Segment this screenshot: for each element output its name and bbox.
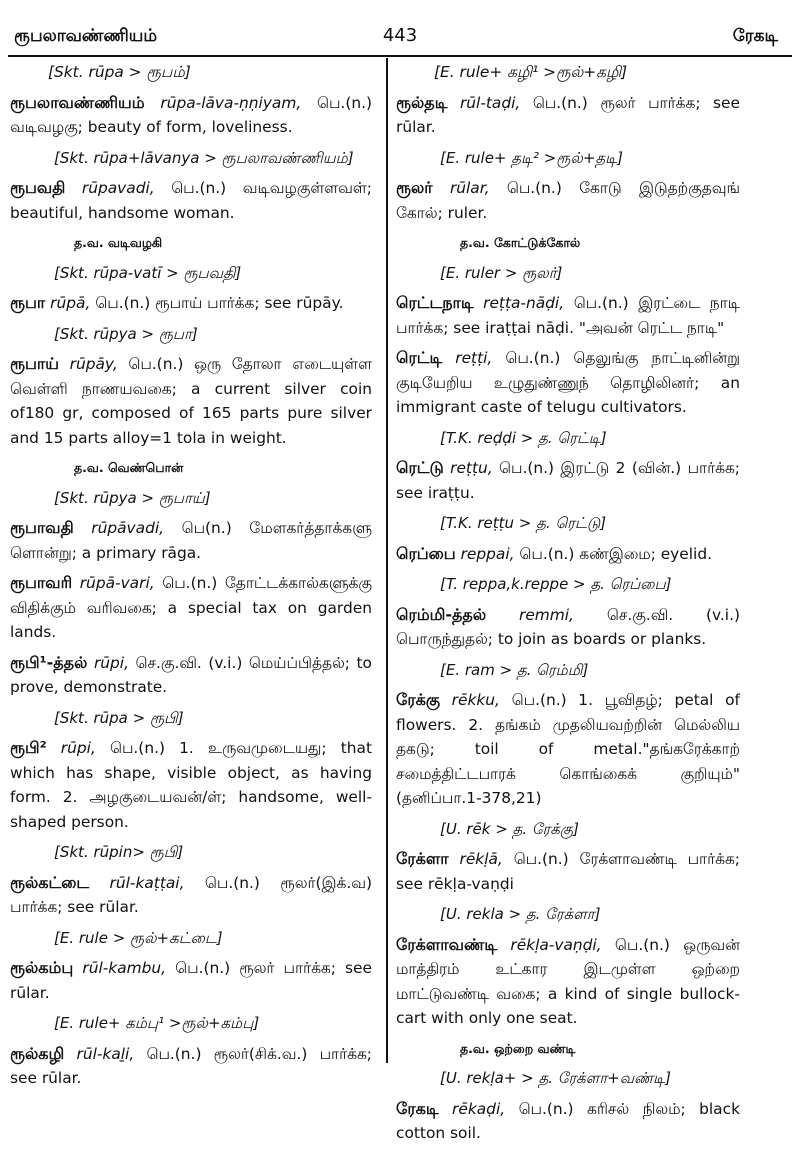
- etymology: [Skt. rūpin> ரூபி]: [54, 843, 184, 861]
- transliteration: rūpāvadi,: [91, 519, 165, 537]
- definition-text: பெ.(n.) ரூலர்(இக்.வ) பார்க்க; see rūlar.: [10, 873, 372, 916]
- entry-definition: [10, 956, 372, 1005]
- headword: ரேக்கு: [396, 690, 440, 709]
- etymology: [U. rekḷa+ > த. ரேக்ளா+வண்டி]: [440, 1069, 671, 1087]
- transliteration: rēkaḍi,: [452, 1099, 506, 1118]
- transliteration: rūl-taḍi,: [459, 93, 521, 112]
- headword: ரூல்கட்டை: [10, 872, 90, 892]
- dictionary-entry: [10, 736, 372, 865]
- headword: ரூபாவரி: [10, 573, 73, 592]
- definition-text: பெ.(n.) கண்இமை; eyelid.: [519, 544, 712, 563]
- entry-definition: [396, 603, 740, 652]
- dictionary-entry: [10, 651, 372, 731]
- definition-text: பெ.(n.) ஒருவன் மாத்திரம் உட்கார இடமுள்ள ஒற்றை மாட்டுவண்டி வகை; a kind of single bullock-cart with only one seat.: [396, 935, 740, 1027]
- transliteration: rūpā-vari,: [79, 574, 155, 592]
- entry-definition: [10, 516, 372, 565]
- transliteration: reppai,: [460, 544, 515, 563]
- etymology: [E. ruler > ரூலர்]: [440, 263, 563, 282]
- dictionary-entry: [396, 291, 740, 340]
- continued-etymology: [Skt. rūpa > ரூபம்]: [48, 63, 191, 81]
- definition-text: பெ.(n.) தெலுங்கு நாட்டினின்று குடியேறிய உழுதுண்ணுந் தொழிலினர்; an immigrant caste of telugu cultivators.: [396, 349, 740, 416]
- definition-text: பெ.(n.) இரட்டை நாடி பார்க்க; see iraṭṭai nāḍi. "அவன் ரெட்ட நாடி": [396, 294, 740, 337]
- etymology: [T.K. reḍḍi > த. ரெட்டி]: [440, 428, 607, 447]
- headword: ரூபலாவண்ணியம்: [10, 92, 145, 112]
- definition-text: பெ.(n.) கோடு இடுதற்குதவுங் கோல்; ruler.: [396, 179, 740, 222]
- headword: ரூல்தடி: [396, 92, 448, 112]
- entry-definition: [10, 176, 372, 225]
- entry-definition: [396, 291, 740, 340]
- headword: ரூபவதி: [10, 178, 66, 197]
- transliteration: remmi,: [519, 605, 574, 624]
- headword: ரெப்பை: [396, 543, 456, 563]
- definition-text: பெ.(n.) 1. பூவிதழ்; petal of flowers. 2. தங்கம் முதலியவற்றின் மெல்லிய தகடு; toil of metal."தங்கரேக்காற் சமைத்திட்டபாரக் கொங்கைக் குறியும்" (தனிப்பா.1-378,21): [396, 691, 740, 807]
- page-number: 443: [382, 25, 418, 46]
- definition-text: பெ.(n.) வடிவழகு; beauty of form, loveliness.: [10, 93, 372, 136]
- transliteration: rēkku,: [451, 691, 500, 709]
- entry-definition: [396, 933, 740, 1031]
- etymology: [E. rule+ கம்பு¹ >ரூல்+கம்பு]: [54, 1014, 260, 1032]
- dictionary-entry: [10, 91, 372, 171]
- definition-text: பெ.(n.) வடிவழகுள்ளவள்; beautiful, handsome woman.: [10, 179, 372, 222]
- entry-definition: [396, 346, 740, 420]
- definition-text: பெ.(n.) ரேக்ளாவண்டி பார்க்க; see rēkḷa-vaṇḍi: [396, 850, 740, 893]
- dictionary-entry: [396, 1097, 740, 1146]
- entry-definition: [10, 871, 372, 920]
- etymology: [U. rēk > த. ரேக்கு]: [440, 819, 579, 838]
- dictionary-entry: [10, 176, 372, 285]
- headword: ரெம்மி-த்தல்: [396, 604, 487, 624]
- dictionary-entry: [10, 516, 372, 565]
- definition-text: பெ.(n.) ரூலர் பார்க்க; see rūlar.: [396, 93, 740, 136]
- dictionary-entry: [396, 91, 740, 171]
- etymology: [U. rekla > த. ரேக்ளா]: [440, 905, 601, 923]
- transliteration: rūpi,: [93, 653, 129, 672]
- entry-definition: [10, 571, 372, 645]
- etymology: [T. reppa,k.reppe > த. ரெப்பை]: [440, 575, 672, 593]
- transliteration: rūlar,: [449, 179, 490, 197]
- entry-definition: [396, 688, 740, 811]
- running-head-first-word: ரூபலாவண்ணியம்: [14, 26, 158, 46]
- headword: ரெட்டு: [396, 458, 444, 477]
- transliteration: rēkḷā,: [459, 850, 503, 868]
- transliteration: reṭṭi,: [455, 349, 493, 367]
- entry-definition: [10, 91, 372, 140]
- definition-text: பெ.(n.) ரூலர்(சிக்.வ.) பார்க்க; see rūlar.: [10, 1044, 372, 1087]
- etymology: [Skt. rūpya > ரூபா]: [54, 324, 198, 343]
- etymology: [Skt. rūpa > ரூபி]: [54, 708, 184, 727]
- dictionary-entry: [10, 1042, 372, 1091]
- entry-definition: [396, 1097, 740, 1146]
- definition-text: பெ.(n.) தோட்டக்கால்களுக்கு விதிக்கும் வரிவகை; a special tax on garden lands.: [10, 574, 372, 641]
- definition-text: செ.கு.வி. (v.i.) பொருந்துதல்; to join as boards or planks.: [396, 605, 740, 648]
- tamil-equivalent: த.வ. ஒற்றை வண்டி: [460, 1040, 576, 1056]
- dictionary-entry: [396, 346, 740, 450]
- headword: ரூலர்: [396, 178, 433, 197]
- definition-text: பெ.(n.) ரூலர் பார்க்க; see rūlar.: [10, 959, 372, 1002]
- headword: ரூபி²: [10, 738, 47, 757]
- dictionary-entry: [396, 688, 740, 841]
- entry-definition: [10, 291, 372, 316]
- entry-definition: [10, 736, 372, 834]
- dictionary-entry: [10, 291, 372, 346]
- entry-definition: [10, 352, 372, 450]
- headword: ரூல்கழி: [10, 1043, 65, 1063]
- right-column: [396, 60, 740, 1152]
- dictionary-entry: [396, 176, 740, 285]
- headword: ரூபா: [10, 293, 46, 312]
- headword: ரேக்ளாவண்டி: [396, 934, 498, 954]
- definition-text: பெ.(n.) கரிசல் நிலம்; black cotton soil.: [396, 1099, 740, 1142]
- etymology: [T.K. reṭṭu > த. ரெட்டு]: [440, 514, 607, 532]
- left-column: [10, 60, 372, 1097]
- entry-definition: [396, 847, 740, 896]
- headword: ரூபாய்: [10, 354, 59, 373]
- dictionary-entry: [10, 956, 372, 1036]
- left-entry-list: [10, 91, 372, 1091]
- dictionary-entry: [396, 603, 740, 683]
- right-entry-list: [396, 91, 740, 1146]
- definition-text: செ.கு.வி. (v.i.) மெய்ப்பித்தல்; to prove, demonstrate.: [10, 653, 372, 696]
- dictionary-entry: [396, 542, 740, 597]
- definition-text: பெ(n.) மேளகர்த்தாக்களு ளொன்று; a primary rāga.: [10, 519, 372, 562]
- continued-etymology: [E. rule+ கழி¹ >ரூல்+கழி]: [434, 63, 628, 81]
- entry-definition: [10, 1042, 372, 1091]
- entry-definition: [396, 542, 740, 567]
- transliteration: rūpā,: [50, 294, 91, 312]
- etymology: [Skt. rūpa-vatī > ரூபவதி]: [54, 263, 242, 282]
- headword: ரேக்ளா: [396, 849, 449, 868]
- dictionary-entry: [396, 847, 740, 927]
- tamil-equivalent: த.வ. வடிவழகி: [74, 235, 163, 250]
- transliteration: rūl-kaḻi,: [76, 1044, 135, 1063]
- transliteration: rūpāy,: [69, 355, 118, 373]
- etymology: [E. rule > ரூல்+கட்டை]: [54, 928, 223, 947]
- etymology: [Skt. rūpya > ரூபாய்]: [54, 488, 211, 507]
- definition-text: பெ.(n.) 1. உருவமுடையது; that which has shape, visible object, as having form. 2. அழகுடையவன்/ள்; handsome, well-shaped person.: [10, 739, 372, 831]
- transliteration: reṭṭa-nāḍi,: [483, 294, 565, 312]
- headword: ரூல்கம்பு: [10, 958, 74, 977]
- etymology: [E. ram > த. ரெம்மி]: [440, 660, 589, 679]
- entry-definition: [396, 456, 740, 505]
- etymology: [E. rule+ தடி² >ரூல்+தடி]: [440, 148, 623, 167]
- transliteration: reṭṭu,: [450, 459, 493, 477]
- entry-definition: [396, 91, 740, 140]
- header-rule: [8, 55, 792, 57]
- transliteration: rūpavadi,: [81, 179, 155, 197]
- entry-definition: [396, 176, 740, 225]
- running-head-last-word: ரேகடி: [732, 26, 778, 46]
- headword: ரூபாவதி: [10, 518, 74, 537]
- dictionary-entry: [10, 352, 372, 510]
- headword: ரெட்டநாடி: [396, 293, 474, 312]
- definition-text: பெ.(n.) இரட்டு 2 (வின்.) பார்க்க; see iraṭṭu.: [396, 459, 740, 502]
- dictionary-entry: [396, 933, 740, 1091]
- headword: ரேகடி: [396, 1098, 439, 1118]
- tamil-equivalent: த.வ. கோட்டுக்கோல்: [460, 235, 581, 250]
- tamil-equivalent: த.வ. வெண்பொன்: [74, 460, 184, 475]
- column-divider: [386, 58, 388, 1063]
- entry-definition: [10, 651, 372, 700]
- transliteration: rūl-kambu,: [82, 959, 167, 977]
- transliteration: rūpi,: [60, 739, 96, 757]
- transliteration: rēkḷa-vaṇḍi,: [510, 935, 602, 954]
- transliteration: rūpa-lāva-ṇṇiyam,: [160, 93, 302, 112]
- dictionary-entry: [10, 571, 372, 645]
- dictionary-entry: [10, 871, 372, 951]
- dictionary-entry: [396, 456, 740, 536]
- headword: ரூபி¹-த்தல்: [10, 652, 88, 672]
- headword: ரெட்டி: [396, 348, 443, 367]
- definition-text: பெ.(n.) ரூபாய் பார்க்க; see rūpāy.: [95, 294, 344, 312]
- definition-text: பெ.(n.) ஒரு தோலா எடையுள்ள வெள்ளி நாணயவகை; a current silver coin of180 gr, composed of 165 parts pure silver and 15 parts alloy=1 tola in weight.: [10, 355, 372, 447]
- transliteration: rūl-kaṭṭai,: [109, 873, 185, 892]
- etymology: [Skt. rūpa+lāvanya > ரூபலாவண்ணியம்]: [54, 148, 354, 167]
